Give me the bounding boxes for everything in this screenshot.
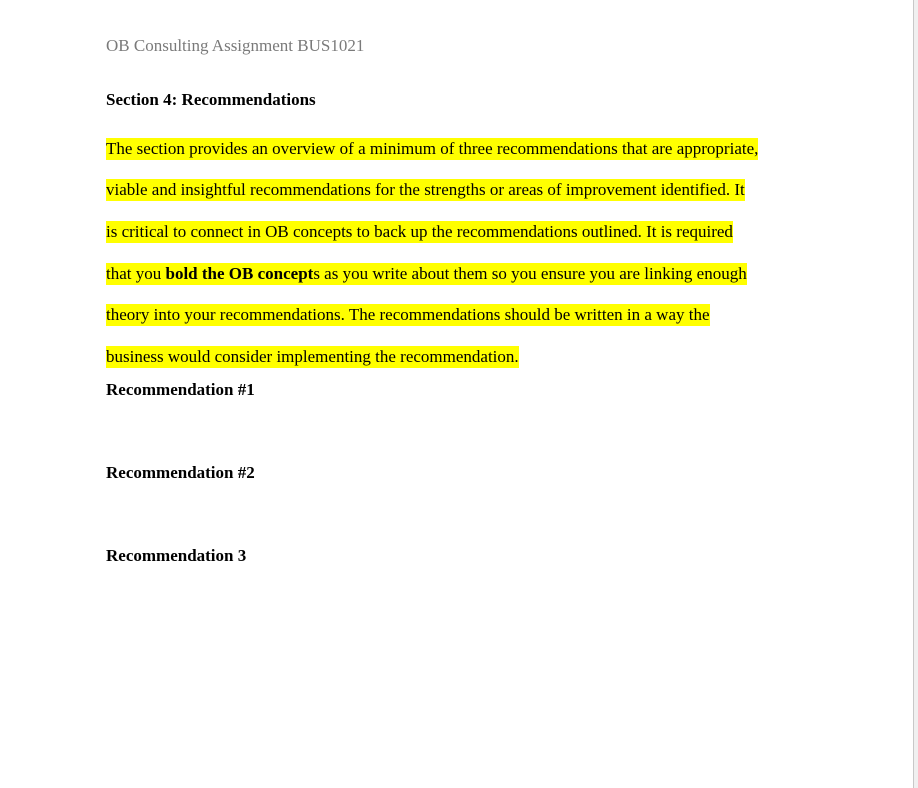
line-text-after-bold: s as you write about them so you ensure you are linking enough	[313, 263, 747, 283]
line-text-before-bold: that you	[106, 263, 166, 283]
page-gutter	[914, 0, 918, 788]
bold-ob-concepts: bold the OB concept	[165, 263, 314, 283]
highlighted-text: theory into your recommendations. The recommendations should be written in a way the	[106, 305, 710, 325]
page-header: OB Consulting Assignment BUS1021	[106, 36, 365, 55]
highlighted-paragraph	[106, 128, 826, 378]
recommendation-1-heading: Recommendation #1	[106, 380, 255, 399]
recommendation-3-heading: Recommendation 3	[106, 546, 247, 565]
highlighted-text: is critical to connect in OB concepts to back up the recommendations outlined. It is required	[106, 221, 733, 241]
section-heading: Section 4: Recommendations	[106, 90, 316, 109]
paragraph-line	[106, 336, 826, 378]
paragraph-line	[106, 294, 826, 336]
paragraph-line	[106, 211, 826, 253]
highlighted-text	[106, 263, 747, 285]
paragraph-line	[106, 128, 826, 170]
highlighted-text: The section provides an overview of a minimum of three recommendations that are appropriate,	[106, 138, 759, 158]
paragraph-line	[106, 170, 826, 212]
highlighted-text: viable and insightful recommendations for the strengths or areas of improvement identified. It	[106, 180, 745, 200]
recommendation-2-heading: Recommendation #2	[106, 463, 255, 482]
paragraph-line	[106, 253, 826, 295]
highlighted-text: business would consider implementing the recommendation.	[106, 346, 519, 366]
